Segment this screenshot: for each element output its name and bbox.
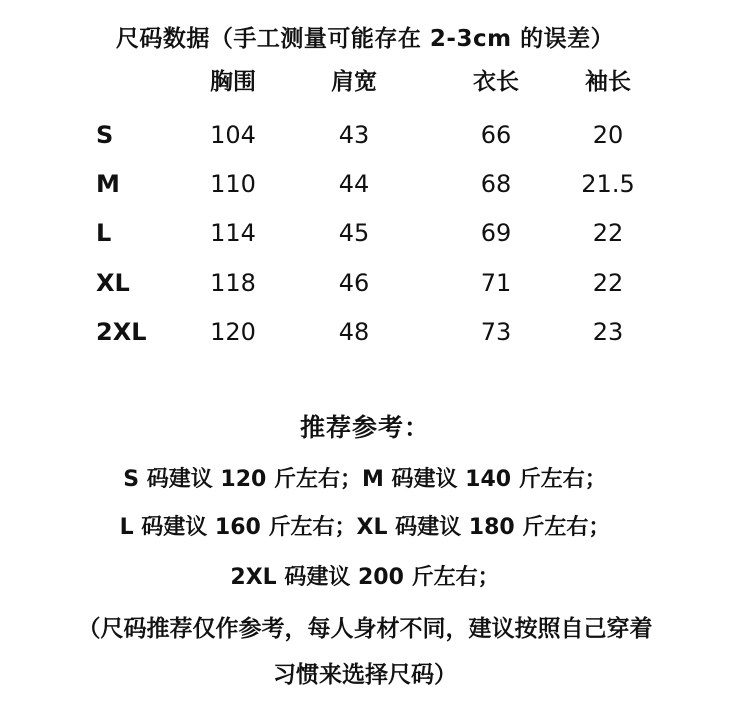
recommendation-line: L 码建议 160 斤左右；XL 码建议 180 斤左右； <box>119 515 611 540</box>
shoulder-value: 44 <box>338 170 370 198</box>
shoulder-value: 46 <box>338 269 370 297</box>
size-label: XL <box>96 269 130 297</box>
sleeve-value: 22 <box>592 219 624 247</box>
recommendation-line: 2XL 码建议 200 斤左右； <box>230 565 500 590</box>
chest-value: 118 <box>210 269 256 297</box>
header-sleeve: 袖长 <box>585 69 631 95</box>
recommendation-title: 推荐参考： <box>299 413 430 442</box>
chest-value: 104 <box>210 121 256 149</box>
table-row <box>0 312 730 352</box>
header-shoulder: 肩宽 <box>331 69 377 95</box>
size-label: S <box>96 121 114 149</box>
size-label: L <box>96 219 112 247</box>
page-title: 尺码数据（手工测量可能存在 2-3cm 的误差） <box>115 26 615 52</box>
length-value: 68 <box>480 170 512 198</box>
table-row <box>0 263 730 303</box>
shoulder-value: 48 <box>338 318 370 346</box>
shoulder-value: 43 <box>338 121 370 149</box>
table-row <box>0 164 730 204</box>
chest-value: 120 <box>210 318 256 346</box>
table-row <box>0 115 730 155</box>
size-label: 2XL <box>96 318 147 346</box>
length-value: 66 <box>480 121 512 149</box>
table-row <box>0 213 730 253</box>
length-value: 69 <box>480 219 512 247</box>
sleeve-value: 23 <box>592 318 624 346</box>
sleeve-value: 22 <box>592 269 624 297</box>
header-length: 衣长 <box>473 69 519 95</box>
table-header-row <box>0 62 730 102</box>
length-value: 73 <box>480 318 512 346</box>
recommendation-line: S 码建议 120 斤左右；M 码建议 140 斤左右； <box>123 467 607 492</box>
recommendation-note: （尺码推荐仅作参考，每人身材不同，建议按照自己穿着 <box>77 616 653 642</box>
sleeve-value: 20 <box>592 121 624 149</box>
chest-value: 110 <box>210 170 256 198</box>
recommendation-note: 习惯来选择尺码） <box>273 662 457 688</box>
shoulder-value: 45 <box>338 219 370 247</box>
length-value: 71 <box>480 269 512 297</box>
sleeve-value: 21.5 <box>581 170 635 198</box>
size-label: M <box>96 170 120 198</box>
header-chest: 胸围 <box>210 69 256 95</box>
chest-value: 114 <box>210 219 256 247</box>
